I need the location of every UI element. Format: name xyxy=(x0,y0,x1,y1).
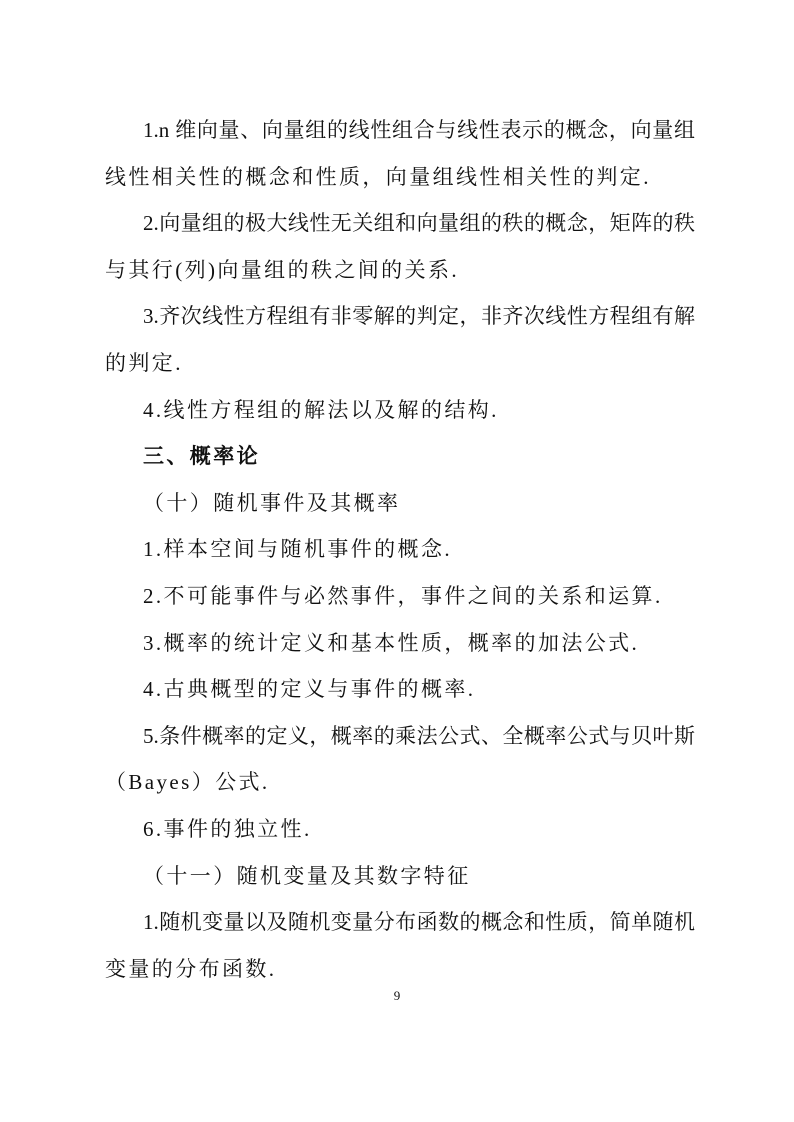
page-number: 9 xyxy=(393,988,401,1003)
text-line: 线性相关性的概念和性质，向量组线性相关性的判定. xyxy=(105,164,651,189)
text-line: 4.古典概型的定义与事件的概率. xyxy=(143,677,476,702)
text-line: 3.概率的统计定义和基本性质，概率的加法公式. xyxy=(143,630,640,655)
text-line: 1.n 维向量、向量组的线性组合与线性表示的概念，向量组 xyxy=(143,118,695,142)
text-line: 6.事件的独立性. xyxy=(143,816,312,841)
text-line: 变量的分布函数. xyxy=(105,956,277,981)
text-line: 的判定. xyxy=(105,350,183,375)
text-line: 5.条件概率的定义，概率的乘法公式、全概率公式与贝叶斯 xyxy=(143,723,695,748)
text-line: 1.样本空间与随机事件的概念. xyxy=(143,537,452,562)
text-line: 与其行(列)向量组的秩之间的关系. xyxy=(105,257,460,282)
text-line: 3.齐次线性方程组有非零解的判定，非齐次线性方程组有解 xyxy=(143,304,695,329)
text-line: 2.不可能事件与必然事件，事件之间的关系和运算. xyxy=(143,583,663,608)
text-line: （十一）随机变量及其数字特征 xyxy=(143,863,471,888)
document-body xyxy=(105,107,695,992)
section-heading: 三、概率论 xyxy=(143,444,260,469)
text-line: 4.线性方程组的解法以及解的结构. xyxy=(143,397,499,422)
text-line: 2.向量组的极大线性无关组和向量组的秩的概念，矩阵的秩 xyxy=(143,211,695,236)
text-line: （Bayes）公式. xyxy=(105,770,270,795)
text-line: 1.随机变量以及随机变量分布函数的概念和性质，简单随机 xyxy=(143,910,695,935)
text-line: （十）随机事件及其概率 xyxy=(143,490,401,515)
